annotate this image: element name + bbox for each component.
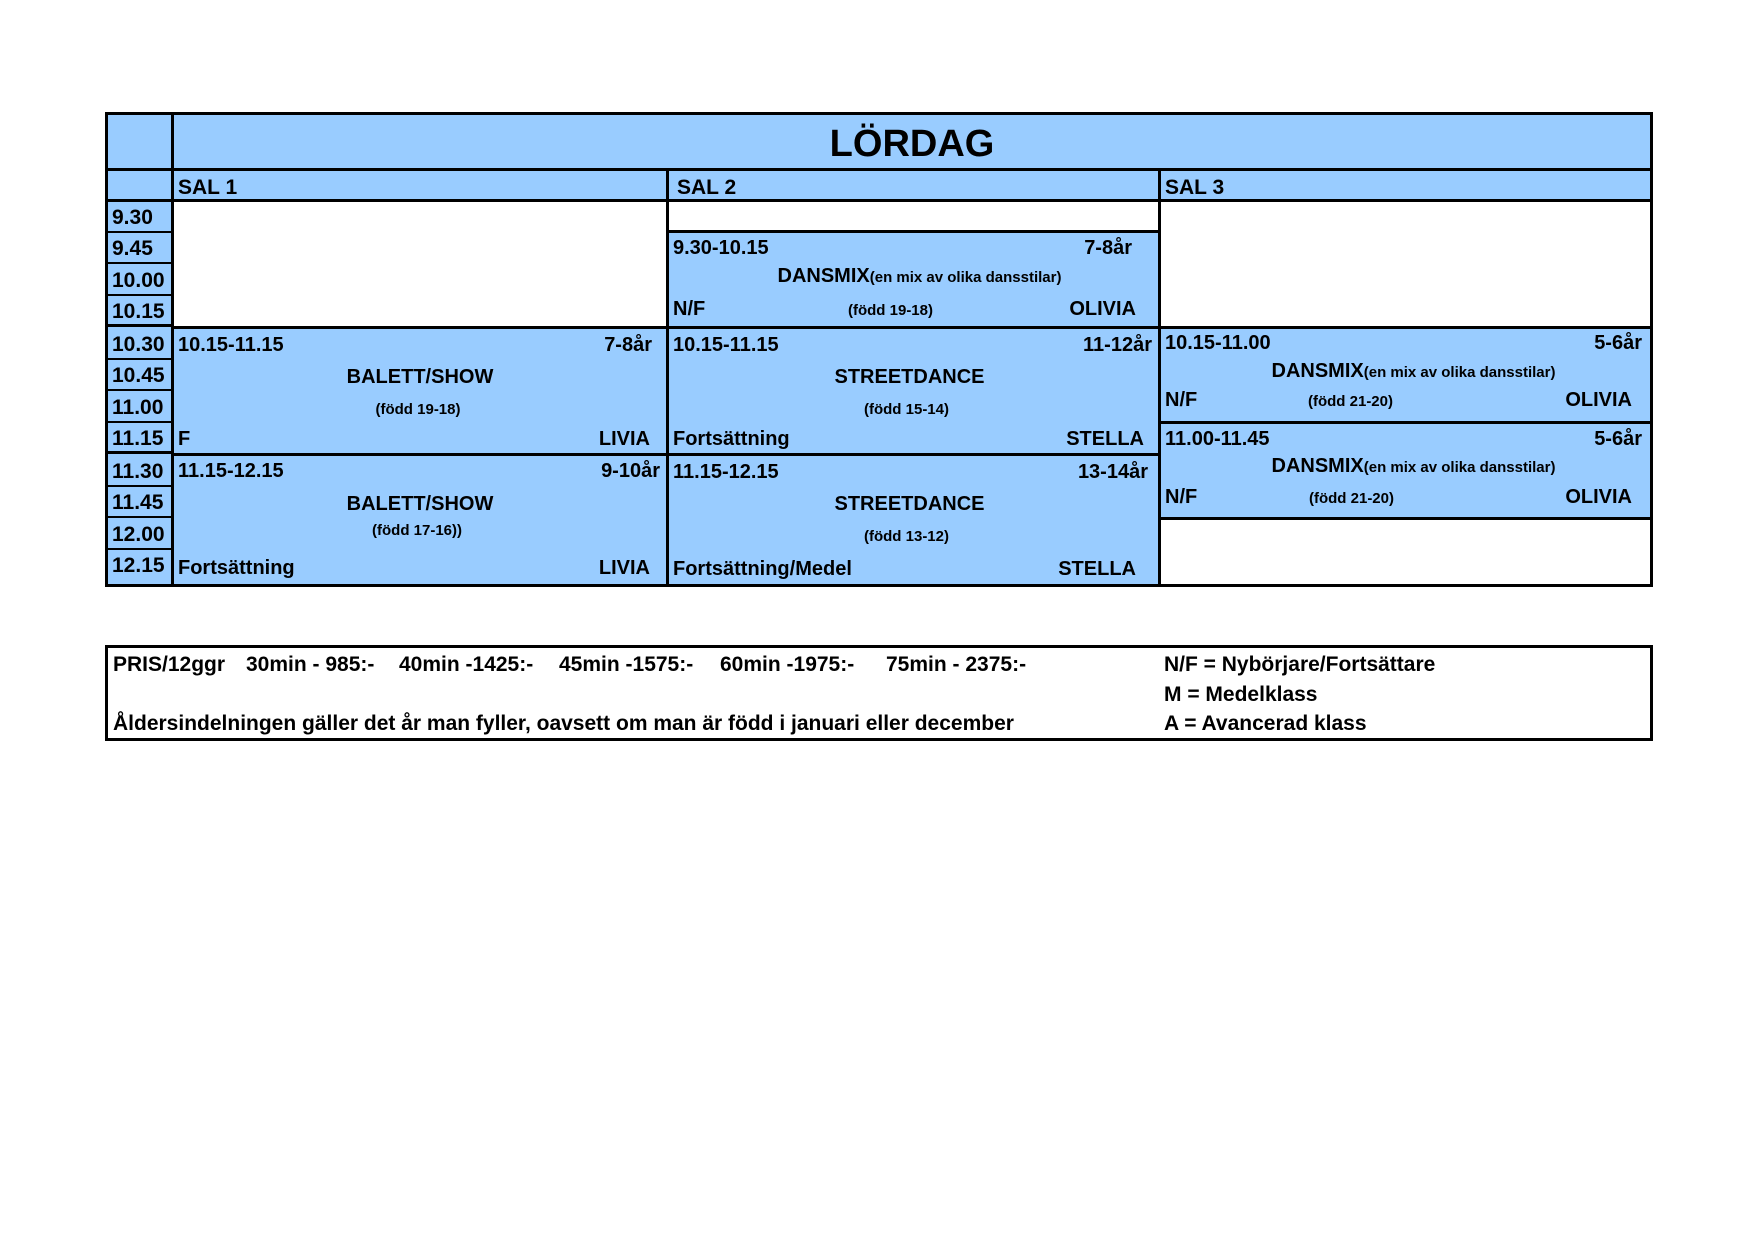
class-born: (född 21-20): [1308, 490, 1394, 507]
class-time: 11.15-12.15: [178, 460, 284, 482]
class-born: (född 21-20): [1307, 393, 1393, 410]
hall-label: SAL 1: [178, 176, 238, 199]
sal3-empty-slot-top: [1161, 202, 1650, 329]
hall-header-sal1: [174, 171, 669, 202]
class-name-line: [1177, 361, 1650, 381]
hall-label: SAL 3: [1165, 176, 1225, 199]
class-born: (född 13-12): [863, 528, 949, 545]
hall-header-sal2: [669, 171, 1161, 202]
class-teacher: LIVIA: [598, 428, 650, 450]
class-time: 9.30-10.15: [673, 237, 769, 259]
class-level: Fortsättning: [178, 557, 295, 579]
hall-label: SAL 2: [677, 176, 737, 199]
class-teacher: LIVIA: [598, 557, 650, 579]
class-name: BALETT/SHOW: [346, 366, 494, 388]
class-level: Fortsättning: [673, 428, 790, 450]
class-age: 5-6år: [1594, 428, 1642, 450]
price-item: 40min -1425:-: [399, 653, 534, 676]
class-age: 7-8år: [604, 334, 652, 356]
class-name-line: [681, 266, 1158, 286]
class-block-dansmix-sal3-2: [1161, 424, 1650, 520]
price-item: 60min -1975:-: [720, 653, 855, 676]
day-title-cell: [174, 115, 1650, 171]
class-block-street-1: [669, 329, 1161, 456]
class-born: (född 19-18): [847, 302, 933, 319]
class-age: 7-8år: [1084, 237, 1132, 259]
class-name: DANSMIX: [777, 265, 870, 287]
time-label: 10.45: [112, 364, 165, 387]
class-age: 5-6år: [1594, 332, 1642, 354]
class-teacher: STELLA: [1066, 428, 1144, 450]
class-teacher: STELLA: [1058, 558, 1136, 580]
time-label: 11.30: [112, 460, 164, 483]
time-label: 10.00: [112, 269, 165, 292]
schedule-table: [105, 112, 1653, 587]
hall-header-corner: [108, 171, 174, 202]
class-name: DANSMIX: [1271, 360, 1364, 382]
class-name: BALETT/SHOW: [346, 493, 494, 515]
legend-box: [105, 645, 1653, 741]
price-label: PRIS/12ggr: [113, 653, 226, 676]
class-teacher: OLIVIA: [1069, 298, 1136, 320]
time-label: 11.45: [112, 491, 164, 514]
day-title: LÖRDAG: [829, 123, 995, 165]
class-name: STREETDANCE: [834, 366, 985, 388]
time-label: 9.30: [112, 206, 153, 229]
class-level: F: [178, 428, 191, 450]
class-time: 10.15-11.15: [673, 334, 779, 356]
class-level: N/F: [673, 298, 706, 320]
class-age: 9-10år: [601, 460, 660, 482]
class-name-line: [1177, 456, 1650, 476]
level-legend-item: M = Medelklass: [1164, 683, 1318, 706]
class-block-balett-2: [174, 456, 669, 584]
class-born: (född 17-16)): [372, 522, 462, 539]
class-block-balett-1: [174, 329, 669, 456]
class-note: (en mix av olika dansstilar): [869, 269, 1062, 286]
class-time: 11.15-12.15: [673, 461, 779, 483]
price-item: 45min -1575:-: [559, 653, 694, 676]
class-name: STREETDANCE: [834, 493, 985, 515]
class-block-street-2: [669, 456, 1161, 584]
level-legend-item: N/F = Nybörjare/Fortsättare: [1164, 653, 1436, 676]
level-legend-item: A = Avancerad klass: [1164, 712, 1367, 735]
class-time: 11.00-11.45: [1165, 428, 1270, 450]
class-level: Fortsättning/Medel: [673, 558, 852, 580]
age-note: Åldersindelningen gäller det år man fyller, oavsett om man är född i januari eller december: [113, 712, 1014, 735]
class-age: 11-12år: [1083, 334, 1152, 356]
class-time: 10.15-11.00: [1165, 332, 1271, 354]
time-label: 11.00: [112, 396, 164, 419]
time-label: 12.15: [112, 554, 165, 577]
time-label: 10.30: [112, 333, 165, 356]
sal2-empty-slot: [669, 202, 1161, 233]
class-level: N/F: [1165, 486, 1198, 508]
class-age: 13-14år: [1077, 461, 1148, 483]
class-level: N/F: [1165, 389, 1198, 411]
price-item: 30min - 985:-: [246, 653, 375, 676]
corner-cell: [108, 115, 174, 171]
class-note: (en mix av olika dansstilar): [1363, 459, 1556, 476]
class-block-dansmix-sal3-1: [1161, 329, 1650, 424]
time-label: 11.15: [112, 427, 164, 450]
class-teacher: OLIVIA: [1565, 486, 1632, 508]
time-label: 10.15: [112, 300, 165, 323]
price-item: 75min - 2375:-: [886, 653, 1027, 676]
class-block-dansmix-sal2: [669, 233, 1161, 329]
class-time: 10.15-11.15: [178, 334, 284, 356]
sal1-empty-slot: [174, 202, 669, 329]
time-label: 9.45: [112, 237, 153, 260]
class-note: (en mix av olika dansstilar): [1363, 364, 1556, 381]
time-column: [108, 202, 174, 584]
hall-header-sal3: [1161, 171, 1650, 202]
class-teacher: OLIVIA: [1565, 389, 1632, 411]
sal3-empty-slot-bottom: [1161, 520, 1650, 584]
class-name: DANSMIX: [1271, 455, 1364, 477]
class-born: (född 15-14): [863, 401, 949, 418]
class-born: (född 19-18): [375, 401, 461, 418]
time-label: 12.00: [112, 523, 165, 546]
